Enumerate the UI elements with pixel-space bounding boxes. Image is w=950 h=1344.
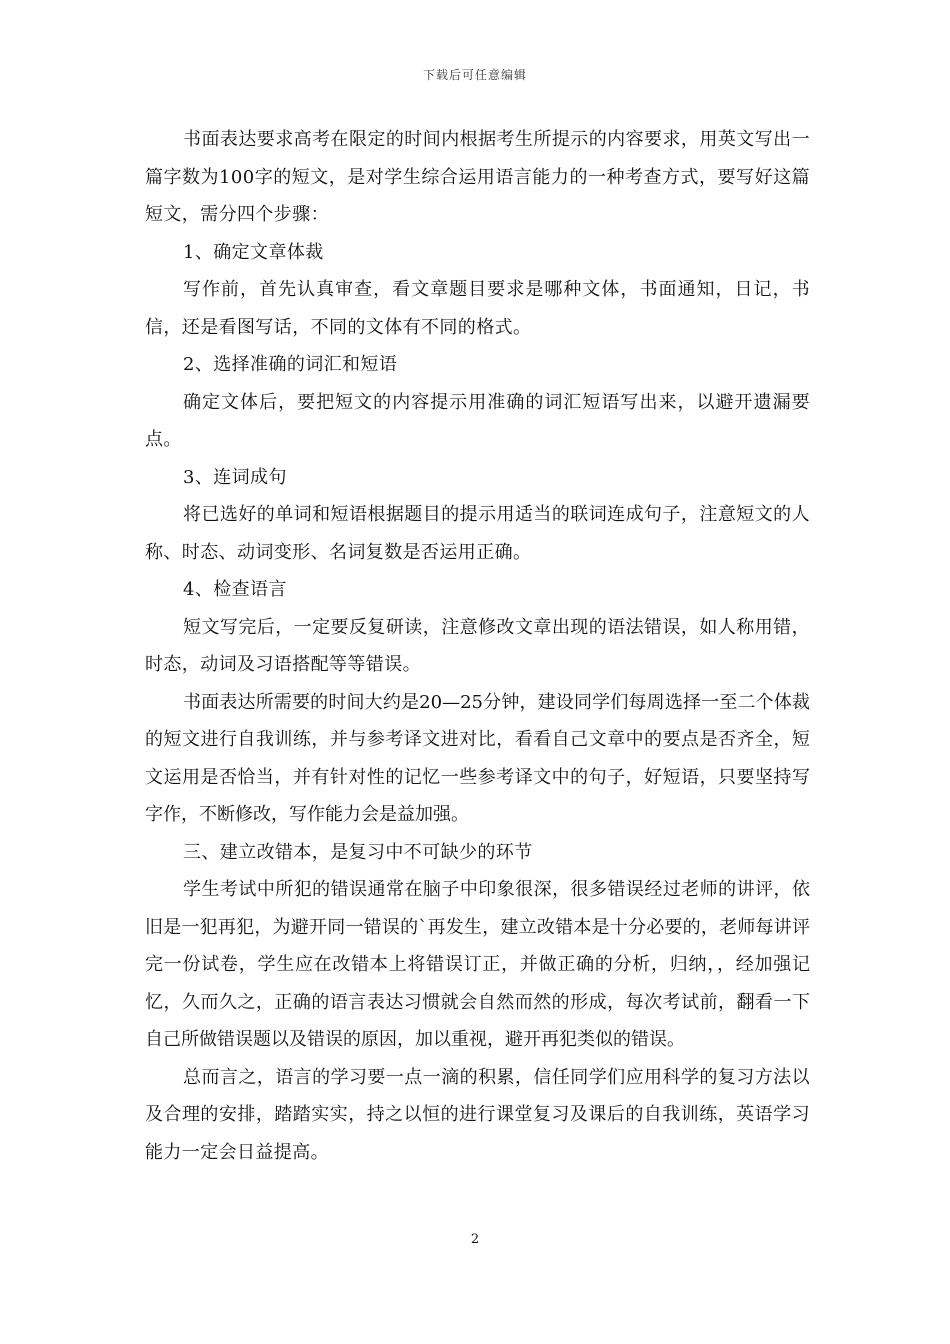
- step-4-heading: 4、检查语言: [183, 579, 287, 600]
- time-paragraph: 书面表达所需要的时间大约是20—25分钟，建设同学们每周选择一至二个体裁的短文进行自我训练，并与参考译文进对比，看看自己文章中的要点是否齐全，短文运用是否恰当，并有针对性的记忆一些参考译文中的句子，好短语，只要坚持写字作，不断修改，写作能力会是益加强。: [145, 691, 810, 825]
- error-notebook-paragraph: 学生考试中所犯的错误通常在脑子中印象很深，很多错误经过老师的讲评，依旧是一犯再犯，为避开同一错误的`再发生，建立改错本是十分必要的，老师每讲评完一份试卷，学生应在改错本上将错误订正，并做正确的分析，归纳，，经加强记忆，久而久之，正确的语言表达习惯就会自然而然的形成，每次考试前，翻看一下自己所做错误题以及错误的原因，加以重视，避开再犯类似的错误。: [145, 879, 810, 1050]
- step-3-heading: 3、连词成句: [183, 466, 287, 488]
- section-three-heading: 三、建立改错本，是复习中不可缺少的环节: [183, 841, 533, 863]
- page-number: 2: [470, 1232, 480, 1247]
- step-1-heading: 1、确定文章体裁: [183, 241, 324, 263]
- step-4-paragraph: 短文写完后，一定要反复研读，注意修改文章出现的语法错误，如人称用错，时态，动词及习语搭配等等错误。: [145, 616, 810, 675]
- step-1-paragraph: 写作前，首先认真审查，看文章题目要求是哪种文体，书面通知，日记，书信，还是看图写话，不同的文体有不同的格式。: [145, 279, 810, 338]
- step-2-paragraph: 确定文体后，要把短文的内容提示用准确的词汇短语写出来，以避开遗漏要点。: [145, 391, 810, 450]
- page-header: 下载后可任意编辑: [422, 68, 527, 82]
- document-body: [145, 121, 810, 1171]
- intro-paragraph: 书面表达要求高考在限定的时间内根据考生所提示的内容要求，用英文写出一篇字数为100字的短文，是对学生综合运用语言能力的一种考查方式，要写好这篇短文，需分四个步骤：: [145, 129, 810, 225]
- step-3-paragraph: 将已选好的单词和短语根据题目的提示用适当的联词连成句子，注意短文的人称、时态、动词变形、名词复数是否运用正确。: [145, 504, 810, 563]
- step-2-heading: 2、选择准确的词汇和短语: [183, 354, 398, 375]
- conclusion-paragraph: 总而言之，语言的学习要一点一滴的积累，信任同学们应用科学的复习方法以及合理的安排，踏踏实实，持之以恒的进行课堂复习及课后的自我训练，英语学习能力一定会日益提高。: [145, 1066, 810, 1163]
